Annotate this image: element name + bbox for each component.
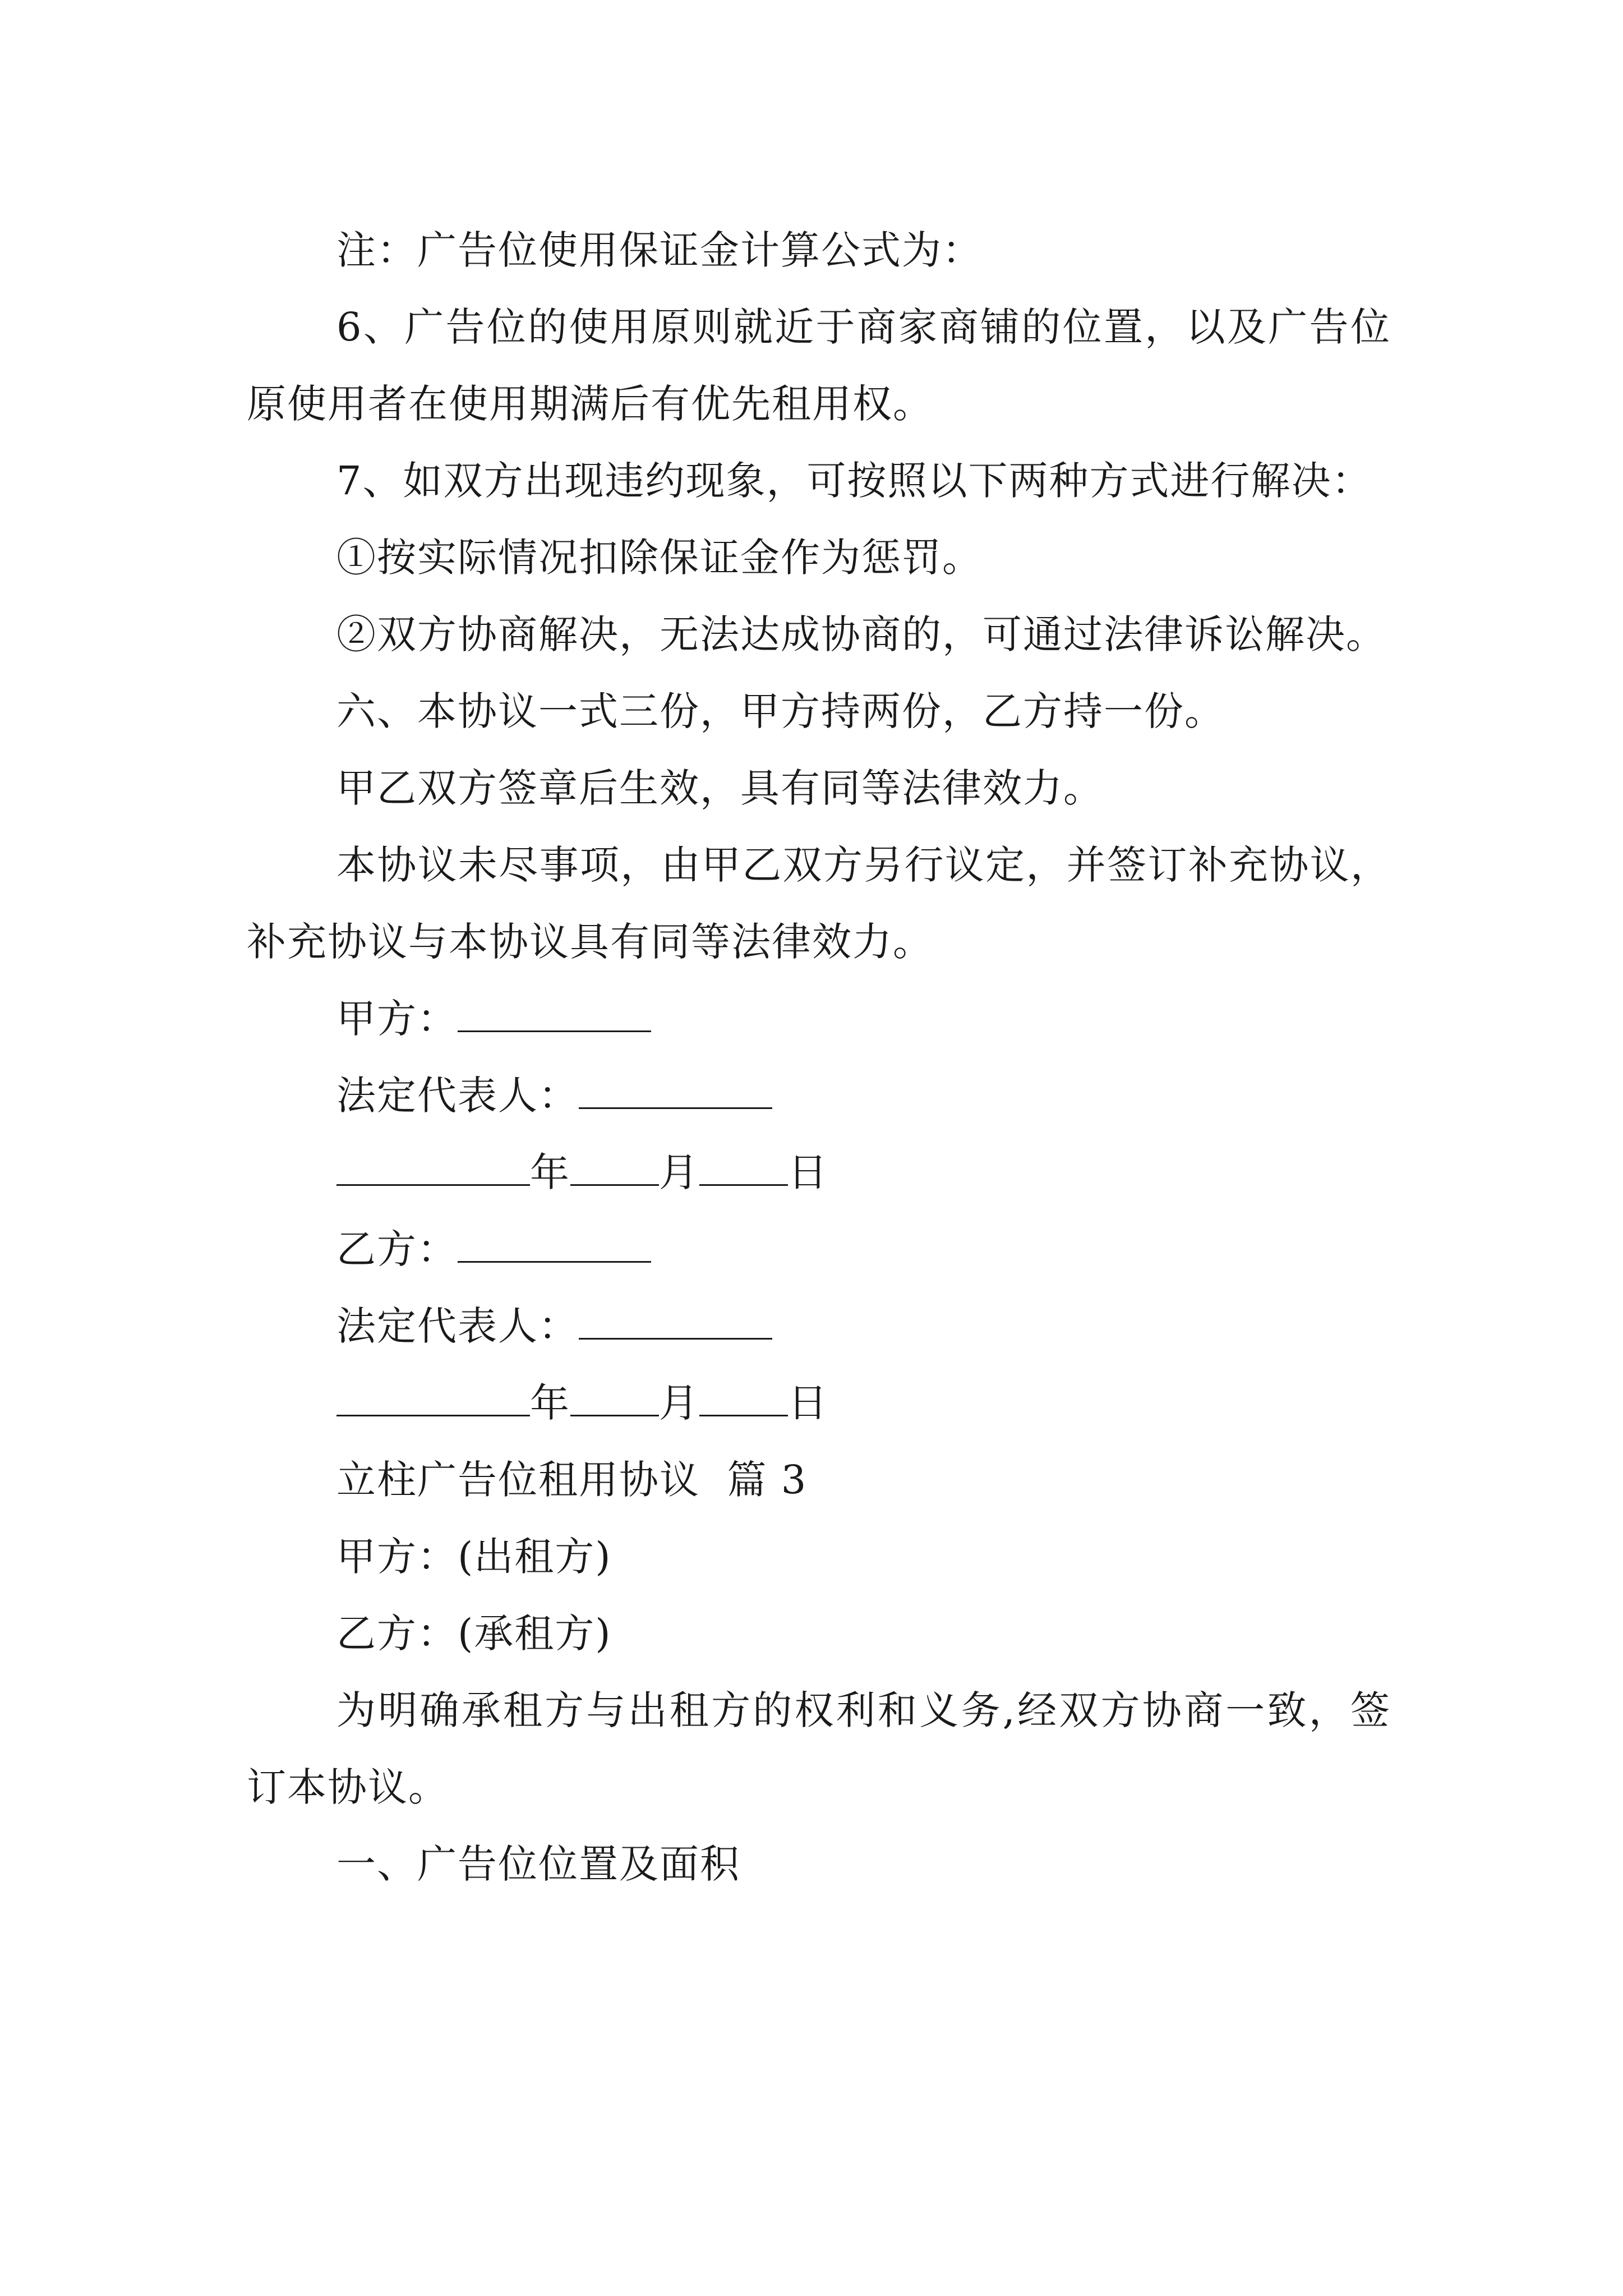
day-label: 日	[788, 1380, 828, 1426]
party-a-year-blank	[336, 1149, 530, 1186]
party-b-rep-line	[247, 1288, 1391, 1365]
option-2-paragraph: ②双方协商解决，无法达成协商的，可通过法律诉讼解决。	[336, 611, 1386, 657]
section-3-title: 立柱广告位租用协议 篇 3	[336, 1457, 808, 1503]
party-b-year-blank	[336, 1380, 530, 1416]
party-a-date-line	[247, 1134, 1391, 1211]
party-a-blank	[458, 996, 651, 1032]
year-label: 年	[530, 1149, 570, 1195]
supplement-paragraph: 本协议未尽事项，由甲乙双方另行议定，并签订补充协议，补充协议与本协议具有同等法律效力。	[247, 842, 1391, 965]
party-a-rep-blank	[579, 1073, 772, 1109]
section-heading-1: 一、广告位位置及面积	[336, 1841, 740, 1887]
party-b-blank	[458, 1226, 651, 1263]
day-label: 日	[788, 1149, 828, 1195]
month-label: 月	[659, 1380, 699, 1426]
party-b-date-line	[247, 1365, 1391, 1442]
year-label: 年	[530, 1380, 570, 1426]
party-a-day-blank	[699, 1149, 788, 1186]
clause-6-paragraph: 6、广告位的使用原则就近于商家商铺的位置，以及广告位原使用者在使用期满后有优先租用权。	[247, 304, 1391, 427]
party-a-label: 甲方：	[336, 996, 458, 1042]
lessor-line: 甲方：(出租方)	[336, 1534, 612, 1580]
party-b-signature-line	[247, 1211, 1391, 1288]
party-a-month-blank	[570, 1149, 659, 1186]
month-label: 月	[659, 1149, 699, 1195]
document-body	[247, 212, 1391, 1903]
effective-paragraph: 甲乙双方签章后生效，具有同等法律效力。	[336, 765, 1104, 811]
party-b-day-blank	[699, 1380, 788, 1416]
option-1-paragraph: ①按实际情况扣除保证金作为惩罚。	[336, 535, 983, 581]
party-a-rep-line	[247, 1057, 1391, 1134]
party-a-signature-line	[247, 981, 1391, 1057]
party-b-label: 乙方：	[336, 1226, 458, 1272]
clause-7-paragraph: 7、如双方出现违约现象，可按照以下两种方式进行解决：	[336, 458, 1372, 504]
party-b-month-blank	[570, 1380, 659, 1416]
lessee-line: 乙方：(承租方)	[336, 1611, 612, 1657]
note-paragraph: 注：广告位使用保证金计算公式为：	[336, 227, 983, 273]
party-b-rep-label: 法定代表人：	[336, 1303, 579, 1349]
party-a-rep-label: 法定代表人：	[336, 1073, 579, 1119]
section-6-paragraph: 六、本协议一式三份，甲方持两份，乙方持一份。	[336, 688, 1225, 734]
party-b-rep-blank	[579, 1303, 772, 1340]
intro-paragraph: 为明确承租方与出租方的权利和义务,经双方协商一致，签订本协议。	[247, 1687, 1391, 1810]
